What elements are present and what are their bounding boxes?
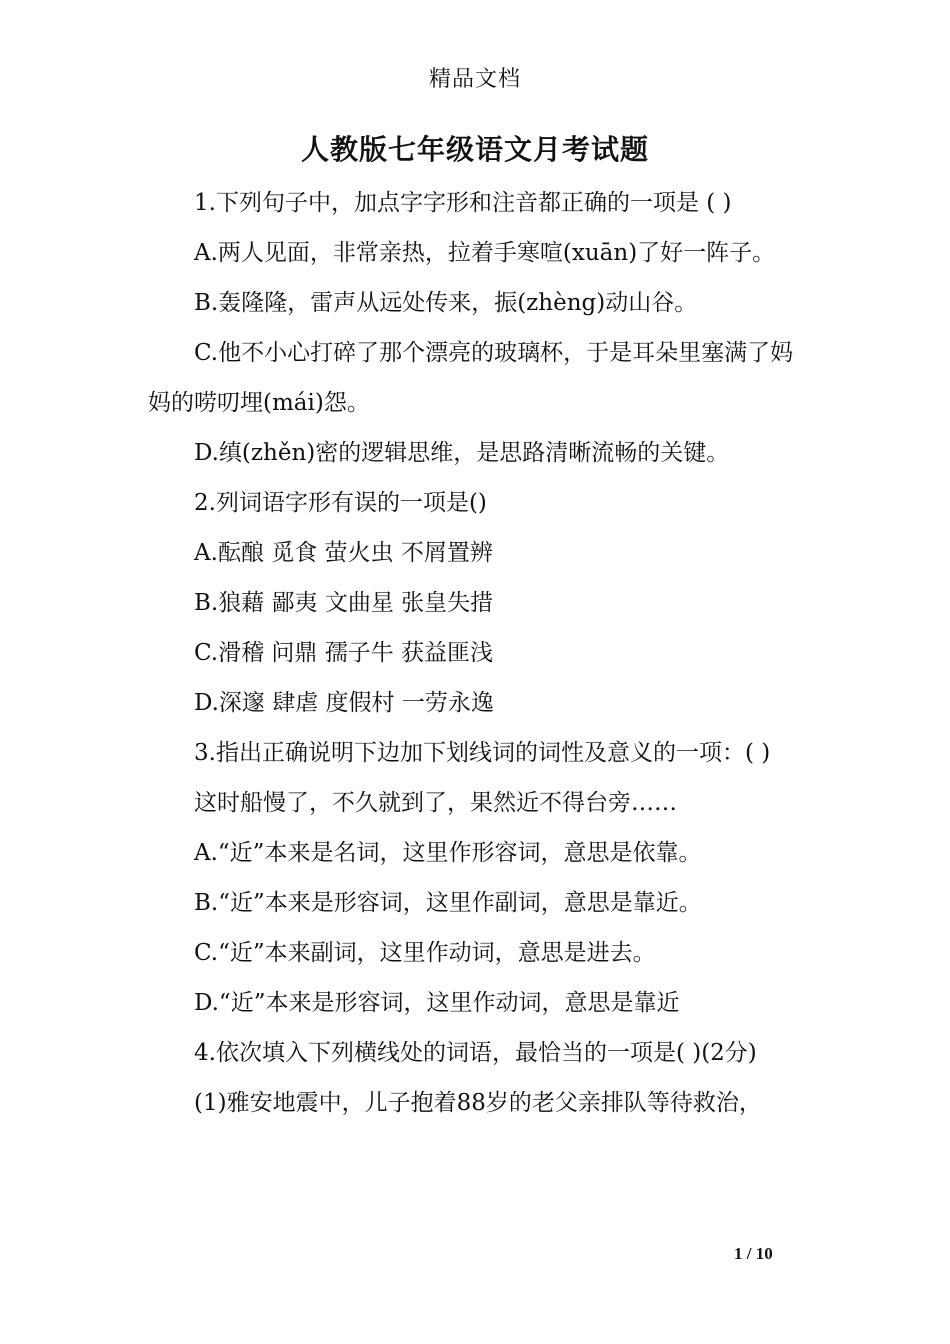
paragraph-7: A.酝酿 觅食 萤火虫 不屑置辨 <box>194 540 493 566</box>
paragraph-8: B.狼藉 鄙夷 文曲星 张皇失措 <box>194 590 494 616</box>
paragraph-3: B.轰隆隆，雷声从远处传来，振(zhèng)动山谷。 <box>194 290 698 316</box>
document-title: 人教版七年级语文月考试题 <box>300 133 649 166</box>
paragraph-17: 4.依次填入下列横线处的词语，最恰当的一项是( )(2分) <box>194 1040 757 1066</box>
paragraph-18: (1)雅安地震中，儿子抱着88岁的老父亲排队等待救治， <box>194 1090 762 1116</box>
page-header: 精品文档 <box>428 67 521 92</box>
paragraph-10: D.深邃 肆虐 度假村 一劳永逸 <box>194 690 494 716</box>
paragraph-14: B.“近”本来是形容词，这里作副词，意思是靠近。 <box>194 890 702 916</box>
paragraph-16: D.“近”本来是形容词，这里作动词，意思是靠近 <box>194 990 680 1016</box>
document-body <box>148 178 813 1128</box>
paragraph-4: C.他不小心打碎了那个漂亮的玻璃杯，于是耳朵里塞满了妈妈的唠叨埋(mái)怨。 <box>148 340 794 416</box>
paragraph-15: C.“近”本来副词，这里作动词，意思是进去。 <box>194 940 656 966</box>
paragraph-5: D.缜(zhěn)密的逻辑思维，是思路清晰流畅的关键。 <box>194 440 730 466</box>
paragraph-9: C.滑稽 问鼎 孺子牛 获益匪浅 <box>194 640 494 666</box>
page-number: 1 / 10 <box>734 1244 773 1263</box>
paragraph-2: A.两人见面，非常亲热，拉着手寒喧(xuān)了好一阵子。 <box>194 240 776 266</box>
paragraph-6: 2.列词语字形有误的一项是() <box>194 490 487 516</box>
paragraph-13: A.“近”本来是名词，这里作形容词，意思是依靠。 <box>194 840 702 866</box>
paragraph-11: 3.指出正确说明下边加下划线词的词性及意义的一项：( ) <box>194 740 771 766</box>
paragraph-12: 这时船慢了，不久就到了，果然近不得台旁…… <box>194 790 677 816</box>
paragraph-1: 1.下列句子中，加点字字形和注音都正确的一项是 ( ) <box>194 190 732 216</box>
